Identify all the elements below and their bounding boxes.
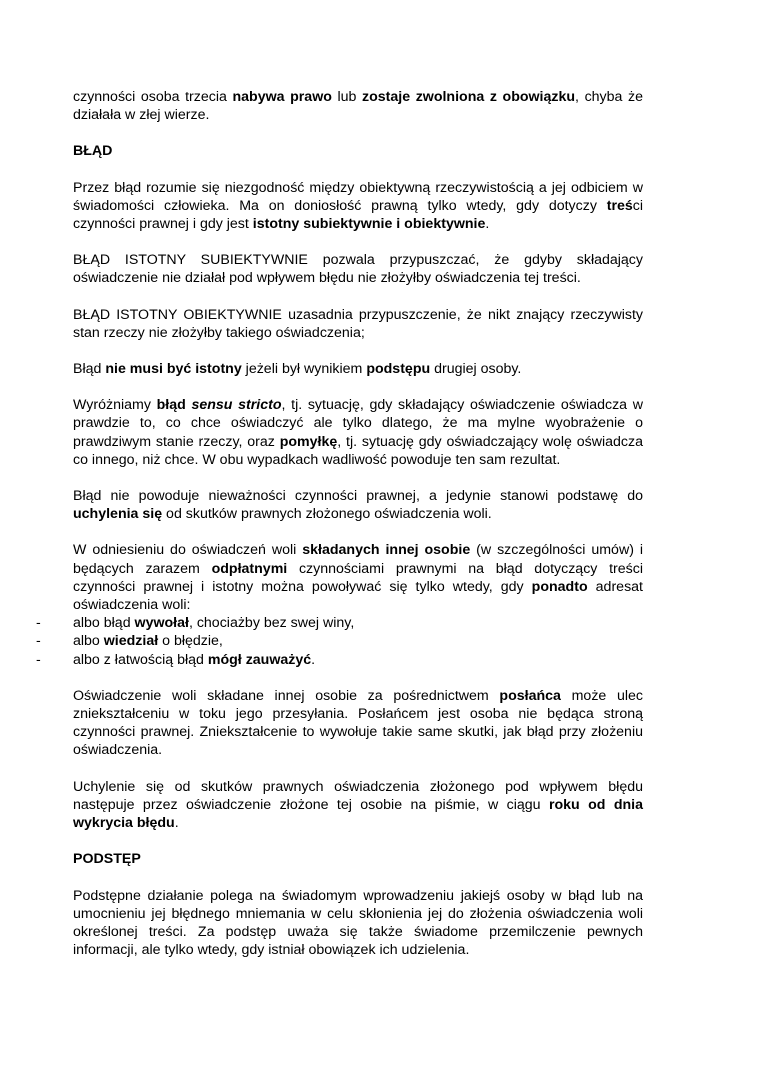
text-run: , tj. sytuację gdy oświadczający wolę oświadcza co innego, niż chce. W obu wypadkach wadliwość powoduje ten sam rezultat. bbox=[73, 433, 643, 468]
bold-run: pomyłkę bbox=[279, 433, 338, 450]
bold-run: ponadto bbox=[531, 578, 588, 595]
text-run: ci czynności prawnej i gdy jest bbox=[73, 197, 643, 233]
bold-run: istotny subiektywnie i obiektywnie bbox=[252, 216, 486, 233]
text-run: jeżeli był wynikiem bbox=[241, 361, 367, 378]
text-run: W odniesieniu do oświadczeń woli bbox=[73, 542, 303, 559]
bold-run: nie musi być istotny bbox=[105, 361, 242, 378]
text-run: . bbox=[311, 651, 316, 668]
paragraph-definition bbox=[73, 179, 643, 234]
list-item bbox=[36, 632, 643, 650]
text-run: Uchylenie się od skutków prawnych oświadczenia złożonego pod wpływem błędu następuje przez oświadczenie złożone tej osobie na piśmie, w ciągu bbox=[73, 778, 643, 813]
text-run: (w szczególności umów) i będących zarazem bbox=[73, 542, 644, 577]
heading-podstep: PODSTĘP bbox=[73, 851, 141, 868]
text-run: Oświadczenie woli składane innej osobie za pośrednictwem bbox=[73, 687, 500, 704]
bold-run: zostaje zwolniona z obowiązku bbox=[362, 89, 576, 105]
paragraph-deceit-note bbox=[73, 360, 643, 378]
dash-bullet: - bbox=[36, 633, 41, 650]
paragraph-subjective: BŁĄD ISTOTNY SUBIEKTYWNIE pozwala przypuszczać, że gdyby składający oświadczenie nie działał pod wpływem błędu nie złożyłby oświadczenia tej treści. bbox=[73, 252, 643, 287]
bold-run: odpłatnymi bbox=[211, 560, 288, 577]
bold-run: składanych innej osobie bbox=[302, 542, 471, 559]
text-run: Przez błąd rozumie się niezgodność między obiektywną rzeczywistością a jej odbiciem w świadomości człowieka. Ma on doniosłość prawną tylko wtedy, gdy dotyczy bbox=[73, 179, 643, 214]
text-run: Błąd bbox=[73, 361, 106, 378]
heading-blad: BŁĄD bbox=[73, 143, 113, 160]
text-run: Błąd nie powoduje nieważności czynności prawnej, a jedynie stanowi podstawę do bbox=[73, 488, 643, 505]
paragraph-messenger bbox=[73, 687, 643, 760]
text-run: lub bbox=[331, 89, 363, 105]
text-run: czynności osoba trzecia bbox=[73, 89, 233, 105]
text-run: od skutków prawnych złożonego oświadczenia woli. bbox=[162, 506, 492, 523]
bold-run: mógł zauważyć bbox=[207, 651, 312, 668]
text-run: Wyróżniamy bbox=[73, 397, 157, 414]
bold-run: wywołał bbox=[134, 615, 189, 632]
text-run: adresat oświadczenia woli: bbox=[73, 578, 643, 614]
paragraph-continuation bbox=[73, 88, 643, 124]
list-item bbox=[36, 651, 643, 669]
bold-run: nabywa prawo bbox=[232, 89, 332, 105]
text-run: o błędzie, bbox=[158, 633, 223, 650]
paragraph-types bbox=[73, 396, 643, 469]
bold-run: podstępu bbox=[366, 361, 431, 378]
text-run: albo bbox=[73, 633, 104, 650]
bold-run: błąd bbox=[156, 397, 192, 414]
bold-run: wiedział bbox=[103, 633, 159, 650]
bold-run: uchylenia się bbox=[73, 506, 163, 523]
dash-bullet: - bbox=[36, 615, 41, 632]
text-run: czynnościami prawnymi na błąd dotyczący treści czynności prawnej i istotny można powoływać się tylko wtedy, gdy bbox=[73, 560, 643, 595]
bold-italic-run: sensu stricto bbox=[191, 397, 282, 414]
text-run: , chyba że działała w złej wierze. bbox=[73, 89, 643, 124]
text-run: drugiej osoby. bbox=[430, 361, 522, 378]
bold-run: treś bbox=[606, 197, 633, 214]
dash-bullet: - bbox=[36, 651, 41, 668]
paragraph-deceit-definition: Podstępne działanie polega na świadomym wprowadzeniu jakiejś osoby w błąd lub na umocnieniu jej błędnego mniemania w celu skłonienia jej do złożenia oświadczenia woli określonej treści. Za podstęp uważa się także świadome przemilczenie pewnych informacji, ale tylko wtedy, gdy istniał obowiązek ich udzielenia. bbox=[73, 887, 643, 959]
text-run: . bbox=[174, 815, 179, 832]
paragraph-effects bbox=[73, 487, 643, 523]
paragraph-other-party bbox=[73, 541, 643, 614]
conditions-list bbox=[36, 614, 643, 669]
list-item bbox=[36, 614, 643, 632]
paragraph-revocation bbox=[73, 778, 643, 833]
text-run: , chociażby bez swej winy, bbox=[188, 615, 355, 632]
bold-run: roku od dnia wykrycia błędu bbox=[73, 796, 644, 832]
text-run: może ulec zniekształceniu w toku jego przesyłania. Posłańcem jest osoba nie będąca stroną czynności prawnej. Zniekształcenie to wywołuje takie same skutki, jak błąd przy złożeniu oświadczenia. bbox=[73, 687, 643, 759]
text-run: . bbox=[485, 216, 490, 233]
bold-run: posłańca bbox=[499, 687, 561, 704]
paragraph-objective: BŁĄD ISTOTNY OBIEKTYWNIE uzasadnia przypuszczenie, że nikt znający rzeczywisty stan rzeczy nie złożyłby takiego oświadczenia; bbox=[73, 306, 643, 341]
text-run: albo błąd bbox=[73, 615, 135, 632]
text-run: albo z łatwością błąd bbox=[73, 651, 208, 668]
text-run: , tj. sytuację, gdy składający oświadczenie oświadcza w prawdzie to, co chce oświadczyć ale tylko dlatego, że ma mylne wyobrażenie o prawdziwym stanie rzeczy, oraz bbox=[73, 397, 643, 450]
